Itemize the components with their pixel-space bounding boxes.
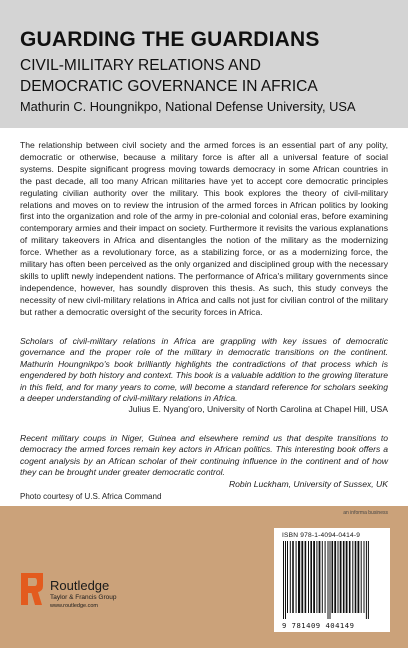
barcode-digits: 9 781409 404149 xyxy=(282,621,355,630)
photo-credit: Photo courtesy of U.S. Africa Command xyxy=(20,492,162,501)
review-nyangoro xyxy=(20,336,388,416)
informa-tagline: an informa business xyxy=(343,510,388,516)
publisher-name: Routledge xyxy=(50,578,110,593)
review-attribution: Julius E. Nyang'oro, University of North Carolina at Chapel Hill, USA xyxy=(128,404,388,415)
barcode-bars xyxy=(282,541,382,619)
publisher-website: www.routledge.com xyxy=(50,603,98,609)
book-description: The relationship between civil society and the armed forces is an essential part of any polity, democratic or otherwise, because a military force is after all a universal feature of social systems. Despite significant progress moving towards democracy in some African countries in the past decade, all too many African militaries have yet to accept core democratic principles regulating civilian authority over the military. This book explores the theory of civil-military relations and moves on to review the intrusion of the armed forces in African politics by looking first into the organization and role of the army in pre-colonial and colonial eras, before examining contemporary armies and their impact on society. Furthermore it revisits the various explanations of military takeovers in Africa and disentangles the notion of the military as the modernizing force. Whether as a revolutionary force, as a stabilizing force, or as a modernizing force, the military has often been perceived as the only organized and disciplined group with the necessary skills to uplift newly independent nations. The performance of Africa's military governments since independence, however, has soundly disproven this thesis. As such, this study conveys the necessity of new civil-military relations in Africa and calls not just for civilian control of the military but rather a democratic oversight of the security forces in Africa. xyxy=(20,140,388,317)
book-title: GUARDING THE GUARDIANS xyxy=(20,28,320,51)
barcode-panel xyxy=(274,528,390,632)
review-quote: Recent military coups in Niger, Guinea and elsewhere remind us that despite transitions to democracy the armed forces remain key actors in African politics. This interesting book offers a cogent analysis by an African scholar of their continuing influence in the continent and of how they can be brought under greater democratic control. xyxy=(20,433,388,478)
isbn-text: ISBN 978-1-4094-0414-9 xyxy=(282,532,361,539)
routledge-logo-icon xyxy=(20,572,44,606)
review-luckham xyxy=(20,433,388,490)
review-attribution: Robin Luckham, University of Sussex, UK xyxy=(228,478,388,489)
author-line: Mathurin C. Houngnikpo, National Defense University, USA xyxy=(20,99,356,114)
book-subtitle-line-2: DEMOCRATIC GOVERNANCE IN AFRICA xyxy=(20,78,318,95)
book-subtitle-line-1: CIVIL-MILITARY RELATIONS AND xyxy=(20,57,261,74)
publisher-imprint: Taylor & Francis Group xyxy=(50,594,117,601)
review-quote: Scholars of civil-military relations in Africa are grappling with key issues of democratic governance and the proper role of the military in democratic transitions on the continent. Mathurin Houngnikpo's book brilliantly highlights the contradictions of that process which is engendered by both history and context. This book is a valuable addition to the growing literature in this field, and for many years to come, will become a standard reference for scholars seeking a deeper understanding of civil-military relations in Africa. xyxy=(20,336,388,404)
